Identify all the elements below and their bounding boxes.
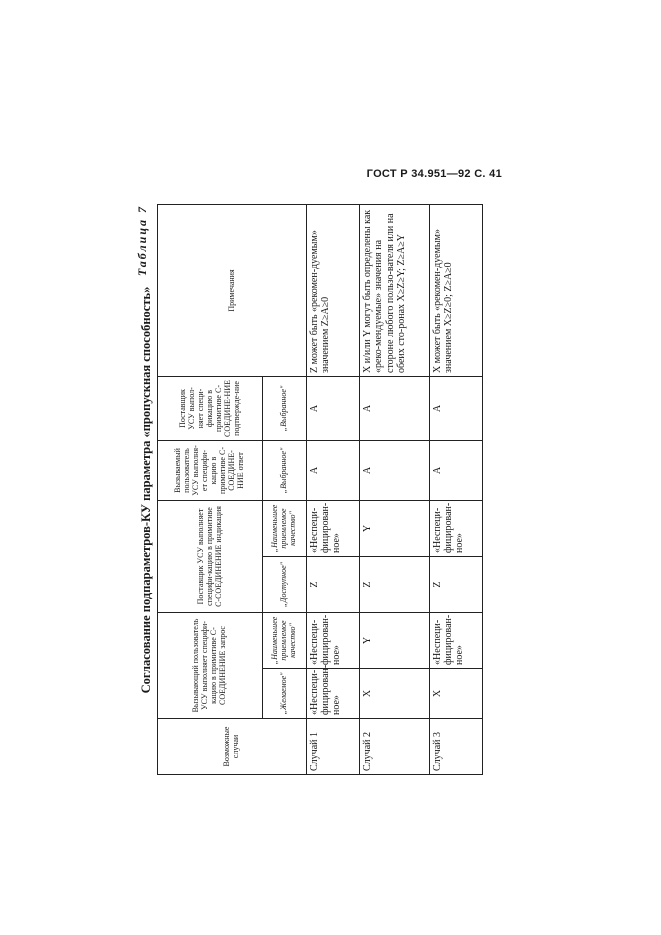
- rotated-table-block: [135, 205, 510, 775]
- min2-cell: Y: [359, 501, 429, 557]
- col-provider-confirm-header: Поставщик УСУ выпол-няет специ-фикацию в примитиве С-СОЕДИНЕ-НИЕ подтвержде-ние: [158, 377, 263, 441]
- table-row: [429, 205, 482, 775]
- available-cell: Z: [306, 557, 359, 613]
- called-cell: A: [429, 441, 482, 501]
- table-label: Таблица 7: [135, 205, 149, 277]
- case-cell: Случай 1: [306, 719, 359, 775]
- header-row-1: [158, 205, 263, 775]
- note-cell: Z может быть «рекомен-дуемым» значением Z≥A≥0: [306, 205, 359, 377]
- min-cell: «Неспеци-фицирован-ное»: [306, 613, 359, 669]
- called-cell: A: [359, 441, 429, 501]
- col-provider-group-header: Поставщик УСУ выполняет специфи-кацию в примитиве С-СОЕДИНЕНИЕ индикация: [158, 501, 263, 613]
- min-cell: Y: [359, 613, 429, 669]
- min-cell: «Неспеци-фицирован-ное»: [429, 613, 482, 669]
- col-desired-header: „Желаемое": [263, 669, 307, 719]
- negotiation-table: [157, 204, 483, 775]
- min2-cell: «Неспеци-фицирован-ное»: [306, 501, 359, 557]
- col-selected2-header: „Выбранное": [263, 377, 307, 441]
- min2-cell: «Неспеци-фицирован-ное»: [429, 501, 482, 557]
- col-selected-header: „Выбранное": [263, 441, 307, 501]
- col-calling-group-header: Вызывающий пользователь УСУ выполняет специфи-кацию в примитиве С-СОЕДИНЕНИЕ запрос: [158, 613, 263, 719]
- case-cell: Случай 2: [359, 719, 429, 775]
- called-cell: A: [306, 441, 359, 501]
- table-row: [306, 205, 359, 775]
- col-notes-header: Примечания: [158, 205, 307, 377]
- page-header: ГОСТ Р 34.951—92 С. 41: [366, 168, 502, 180]
- table-row: [359, 205, 429, 775]
- col-available-header: „Доступное": [263, 557, 307, 613]
- available-cell: Z: [429, 557, 482, 613]
- desired-cell: X: [359, 669, 429, 719]
- confirm-cell: A: [429, 377, 482, 441]
- note-cell: X и/или Y могут быть определены как «реко-мендуемые» значения на стороне любого пользо-вателя или на обеих сто-ронах X≥Z≥Y; Z≥A≥Y: [359, 205, 429, 377]
- case-cell: Случай 3: [429, 719, 482, 775]
- note-cell: X может быть «рекомен-дуемым» значением X≥Z≥0; Z≥A≥0: [429, 205, 482, 377]
- desired-cell: «Неспеци-фицирован-ное»: [306, 669, 359, 719]
- col-case-header: Возможные случаи: [158, 719, 307, 775]
- confirm-cell: A: [359, 377, 429, 441]
- desired-cell: X: [429, 669, 482, 719]
- col-min-acceptable-header: „Наименьшее приемлемое качество": [263, 613, 307, 669]
- col-min-acceptable2-header: „Наименьшее приемлемое качество": [263, 501, 307, 557]
- confirm-cell: A: [306, 377, 359, 441]
- col-called-header: Вызываемый пользователь УСУ выполня-ет специфи-кацию в примитиве С-СОЕДИНЕ-НИЕ ответ: [158, 441, 263, 501]
- available-cell: Z: [359, 557, 429, 613]
- table-title: Согласование подпараметров-КУ параметра «пропускная способность»: [139, 286, 153, 694]
